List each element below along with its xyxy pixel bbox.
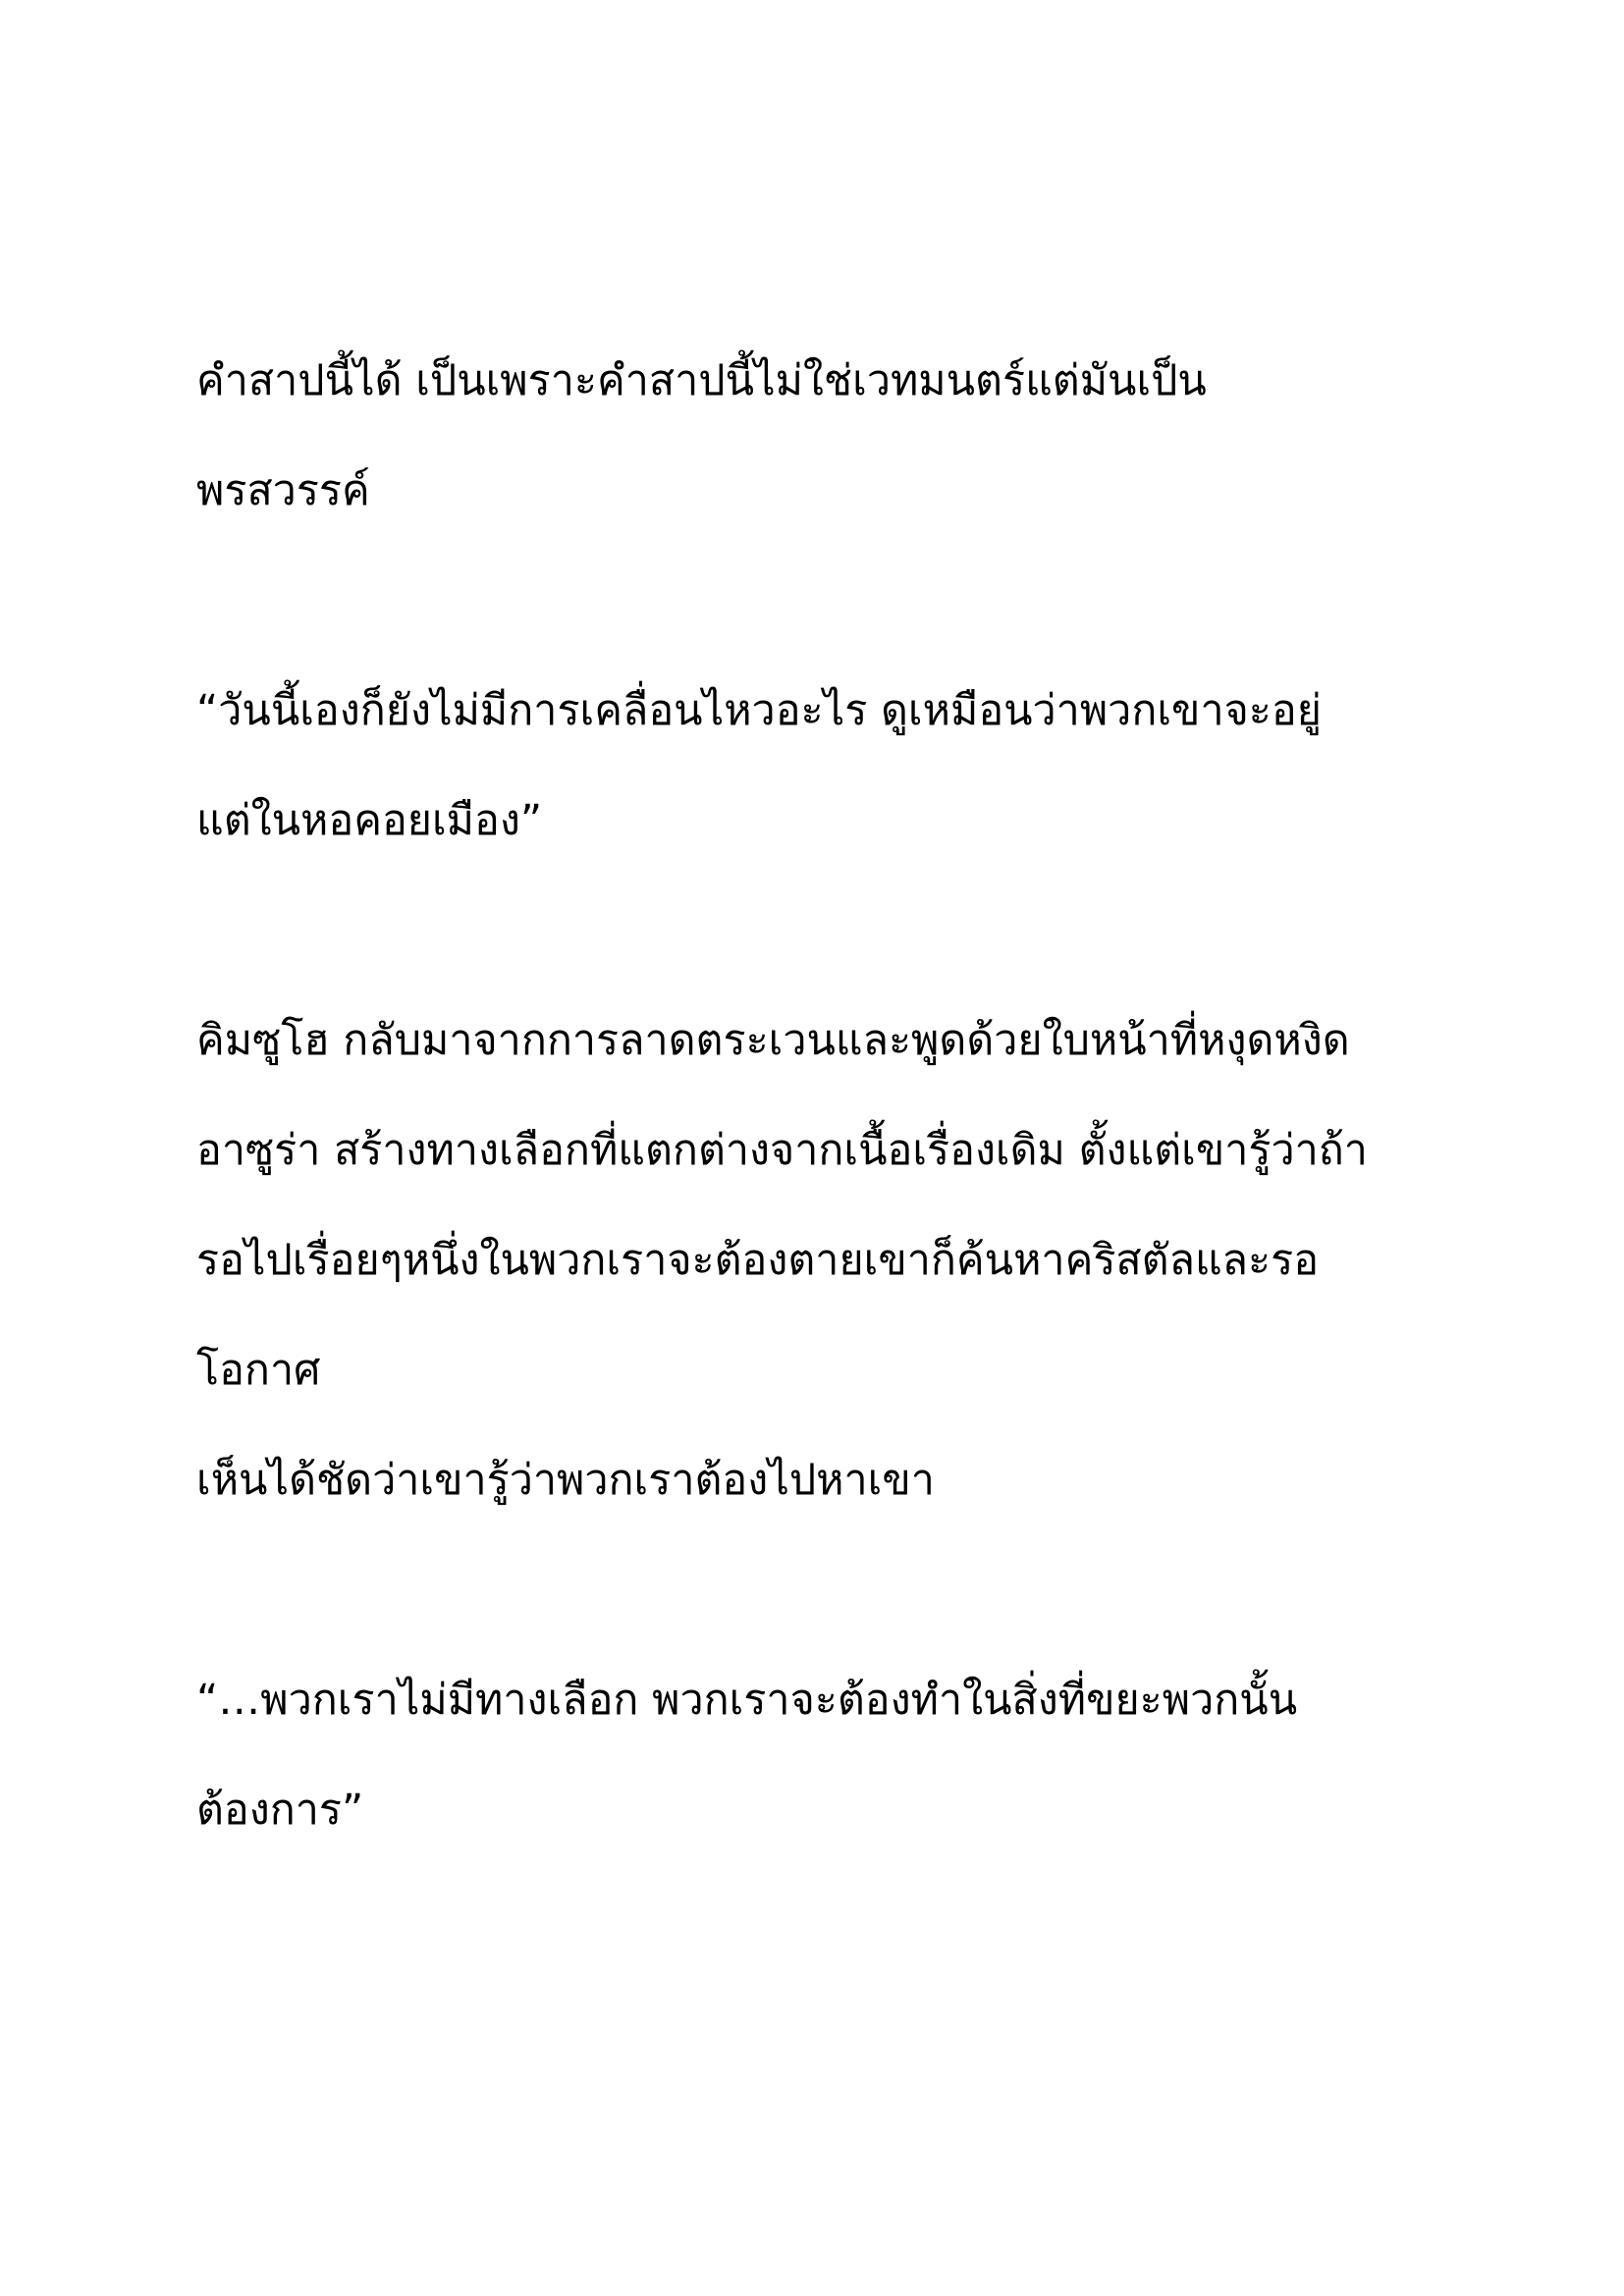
paragraph-4 [196,1645,1473,1865]
paragraph-spacer [196,546,1473,656]
text-line: โอกาศ [196,1346,321,1395]
paragraph-3 [196,986,1473,1535]
paragraph-2 [196,656,1473,876]
text-line: อาซูร่า สร้างทางเลือกที่แตกต่างจากเนื้อเรื่องเดิม ตั้งแต่เขารู้ว่าถ้า [196,1126,1368,1175]
text-line: เห็นได้ชัดว่าเขารู้ว่าพวกเราต้องไปหาเขา [196,1456,935,1505]
text-line: รอไปเรื่อยๆหนึ่งในพวกเราจะต้องตายเขาก็ค้นหาคริสตัลและรอ [196,1236,1320,1285]
text-line: คิมซูโฮ กลับมาจากการลาดตระเวนและพูดด้วยใบหน้าที่หงุดหงิด [196,1016,1350,1065]
text-line: “…พวกเราไม่มีทางเลือก พวกเราจะต้องทำในสิ่งที่ขยะพวกนั้น [196,1676,1298,1725]
text-line: “วันนี้เองก็ยังไม่มีการเคลื่อนไหวอะไร ดูเหมือนว่าพวกเขาจะอยู่ [196,686,1322,735]
text-line: ต้องการ” [196,1786,364,1835]
text-line: คำสาปนี้ได้ เป็นเพราะคำสาปนี้ไม่ใช่เวทมนตร์แต่มันเป็น [196,356,1207,405]
text-line: พรสวรรค์ [196,466,370,515]
paragraph-spacer [196,1535,1473,1645]
paragraph-1 [196,326,1473,546]
text-line: แต่ในหอคอยเมือง” [196,796,543,845]
paragraph-spacer [196,876,1473,986]
text-body [196,326,1473,1865]
